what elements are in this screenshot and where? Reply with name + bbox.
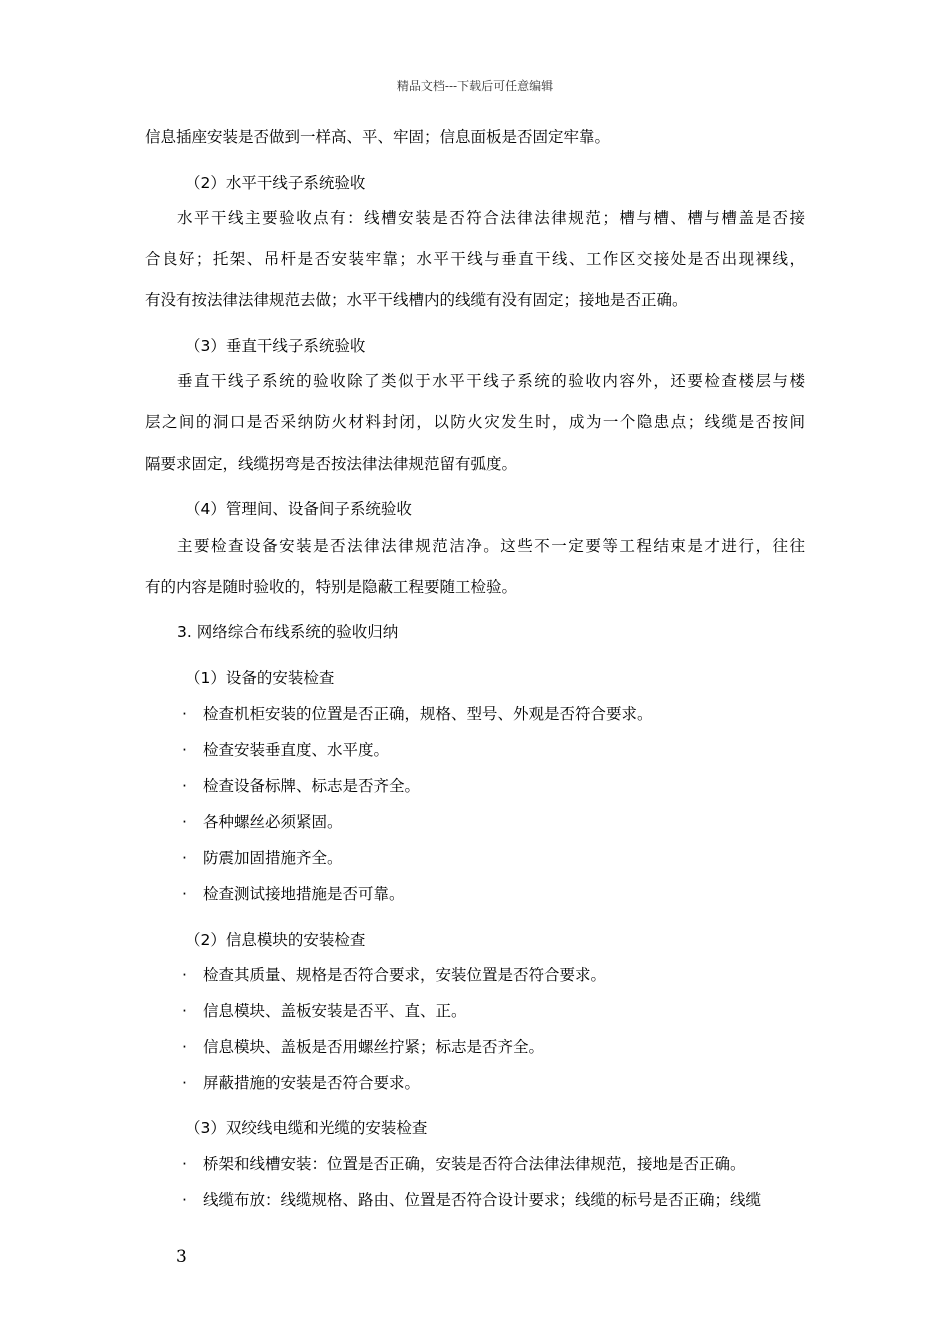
list-item: 检查其质量、规格是否符合要求，安装位置是否符合要求。 [203,966,607,984]
list-item: 检查测试接地措施是否可靠。 [203,885,405,903]
list-item: 信息模块、盖板是否用螺丝拧紧；标志是否齐全。 [203,1038,545,1056]
paragraph-line: 信息插座安装是否做到一样高、平、牢固；信息面板是否固定牢靠。 [145,128,611,146]
bullet-marker: · [182,849,187,867]
list-item: 防震加固措施齐全。 [203,849,343,867]
section-heading: （4）管理间、设备间子系统验收 [185,500,412,518]
section-heading: 3. 网络综合布线系统的验收归纳 [177,623,399,641]
paragraph-line: 层之间的洞口是否采纳防火材料封闭，以防火灾发生时，成为一个隐患点；线缆是否按间 [145,413,805,431]
bullet-marker: · [182,813,187,831]
section-heading: （2）信息模块的安装检查 [185,931,366,949]
list-item: 检查机柜安装的位置是否正确，规格、型号、外观是否符合要求。 [203,705,653,723]
section-heading: （3）双绞线电缆和光缆的安装检查 [185,1119,428,1137]
paragraph-line: 垂直干线子系统的验收除了类似于水平干线子系统的验收内容外，还要检查楼层与楼 [177,372,805,390]
list-item: 线缆布放：线缆规格、路由、位置是否符合设计要求；线缆的标号是否正确；线缆 [203,1191,762,1209]
page-number: 3 [176,1247,187,1267]
page-header: 精品文档---下载后可任意编辑 [396,79,554,93]
list-item: 屏蔽措施的安装是否符合要求。 [203,1074,421,1092]
paragraph-line: 水平干线主要验收点有：线槽安装是否符合法律法律规范；槽与槽、槽与槽盖是否接 [177,209,805,227]
paragraph-line: 主要检查设备安装是否法律法律规范洁净。这些不一定要等工程结束是才进行，往往 [177,537,805,555]
bullet-marker: · [182,1155,187,1173]
paragraph-line: 合良好；托架、吊杆是否安装牢靠；水平干线与垂直干线、工作区交接处是否出现裸线， [145,250,805,268]
paragraph-line: 隔要求固定，线缆拐弯是否按法律法律规范留有弧度。 [145,455,518,473]
section-heading: （1）设备的安装检查 [185,669,335,687]
bullet-marker: · [182,1038,187,1056]
section-heading: （2）水平干线子系统验收 [185,174,366,192]
bullet-marker: · [182,885,187,903]
list-item: 各种螺丝必须紧固。 [203,813,343,831]
paragraph-line: 有的内容是随时验收的，特别是隐蔽工程要随工检验。 [145,578,518,596]
list-item: 检查设备标牌、标志是否齐全。 [203,777,421,795]
bullet-marker: · [182,966,187,984]
bullet-marker: · [182,777,187,795]
list-item: 检查安装垂直度、水平度。 [203,741,390,759]
paragraph-line: 有没有按法律法律规范去做；水平干线槽内的线缆有没有固定；接地是否正确。 [145,291,688,309]
bullet-marker: · [182,1002,187,1020]
bullet-marker: · [182,705,187,723]
section-heading: （3）垂直干线子系统验收 [185,337,366,355]
bullet-marker: · [182,1074,187,1092]
bullet-marker: · [182,741,187,759]
list-item: 信息模块、盖板安装是否平、直、正。 [203,1002,467,1020]
list-item: 桥架和线槽安装：位置是否正确，安装是否符合法律法律规范，接地是否正确。 [203,1155,746,1173]
bullet-marker: · [182,1191,187,1209]
